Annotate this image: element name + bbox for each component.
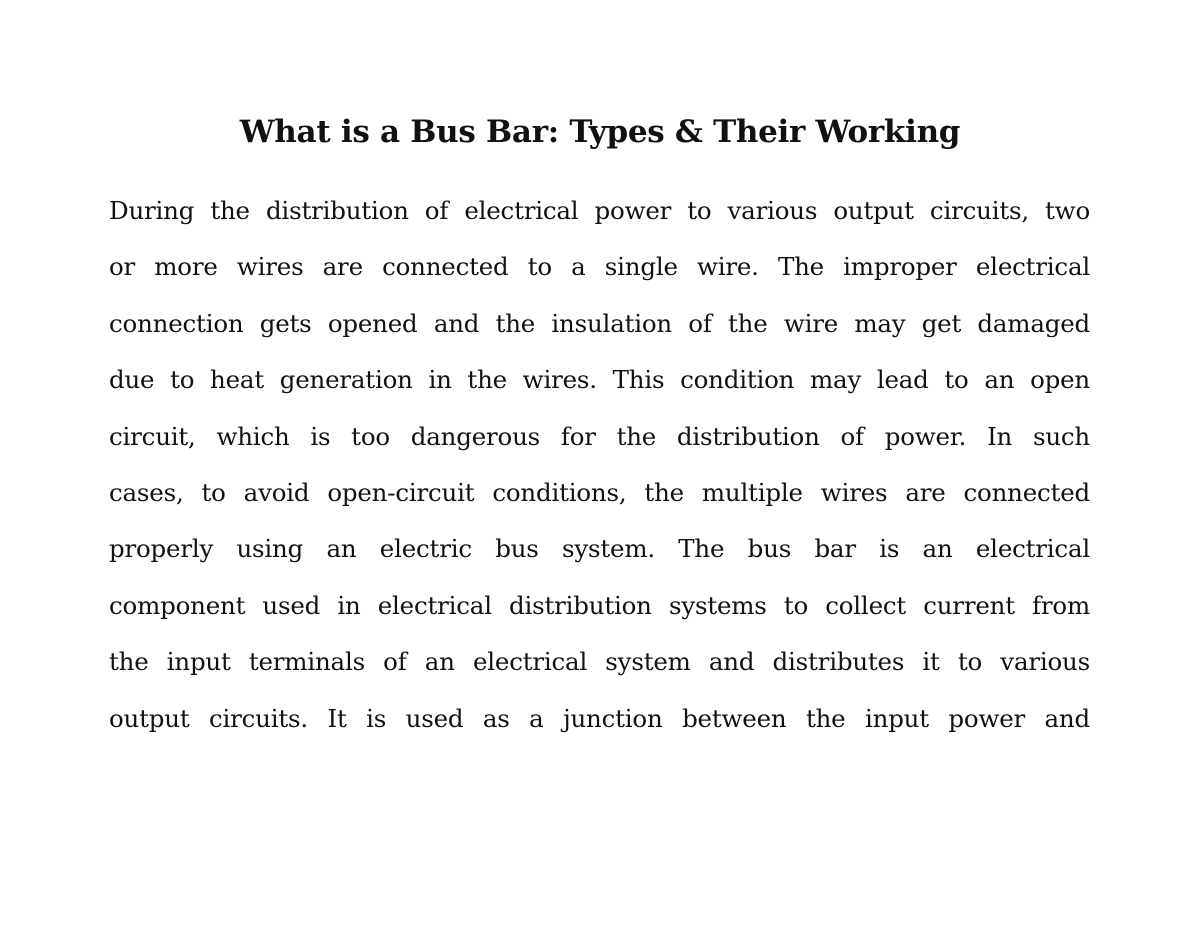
paragraph-line: or more wires are connected to a single wire. The improper electrical <box>109 252 1090 282</box>
paragraph-line: due to heat generation in the wires. This condition may lead to an open <box>109 365 1090 395</box>
paragraph-line: circuit, which is too dangerous for the distribution of power. In such <box>109 421 1090 451</box>
document-title: What is a Bus Bar: Types & Their Working <box>239 114 961 150</box>
paragraph-line: component used in electrical distribution systems to collect current from <box>109 590 1090 620</box>
paragraph-line: During the distribution of electrical power to various output circuits, two <box>109 196 1090 225</box>
paragraph-line: the input terminals of an electrical system and distributes it to various <box>109 647 1090 677</box>
paragraph-line: output circuits. It is used as a junction between the input power and <box>109 703 1090 733</box>
paragraph-line: properly using an electric bus system. The bus bar is an electrical <box>109 534 1090 564</box>
body-paragraph <box>109 190 1090 754</box>
paragraph-line: cases, to avoid open-circuit conditions, the multiple wires are connected <box>109 477 1090 507</box>
paragraph-line: connection gets opened and the insulation of the wire may get damaged <box>109 308 1090 338</box>
